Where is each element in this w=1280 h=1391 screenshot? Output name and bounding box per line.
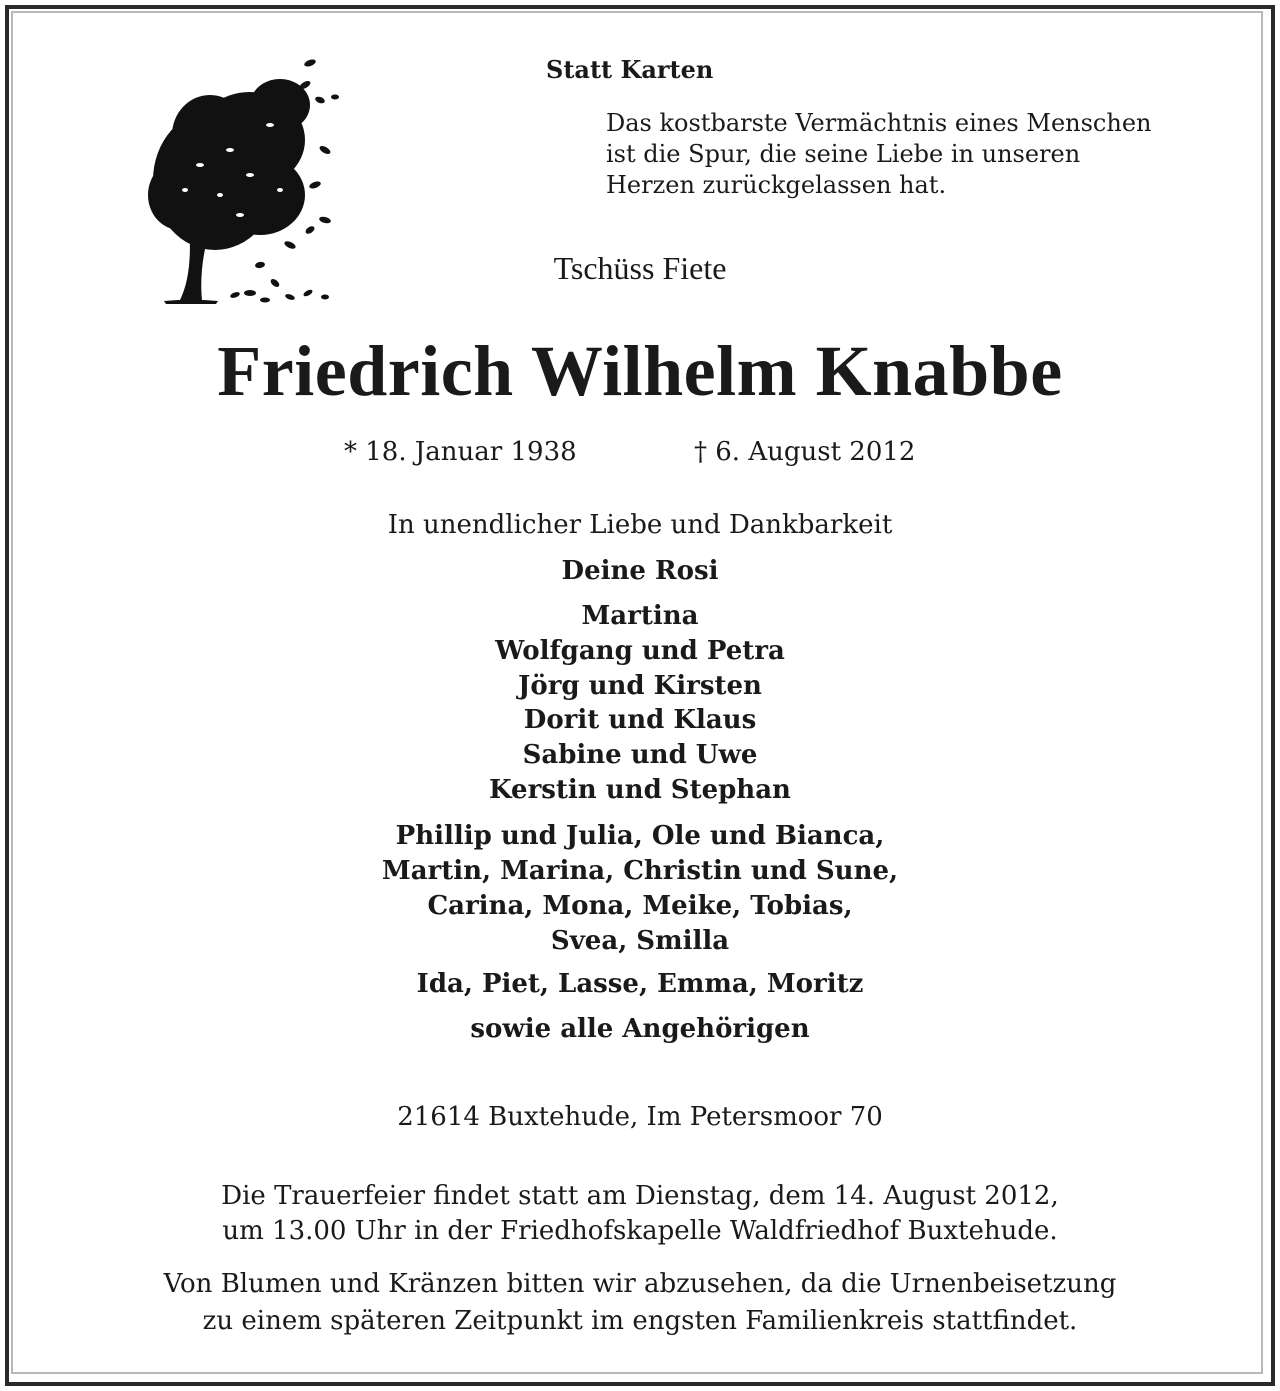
grandchildren-list <box>0 819 1280 959</box>
funeral-line: um 13.00 Uhr in der Friedhofskapelle Waldfriedhof Buxtehude. <box>222 1216 1058 1246</box>
mourners-intro: In unendlicher Liebe und Dankbarkeit <box>387 510 893 540</box>
funeral-line: Die Trauerfeier findet statt am Dienstag, dem 14. August 2012, <box>221 1181 1059 1211</box>
list-item: Carina, Mona, Meike, Tobias, <box>427 891 853 921</box>
quote-line: ist die Spur, die seine Liebe in unseren <box>606 140 1081 168</box>
address-line: 21614 Buxtehude, Im Petersmoor 70 <box>397 1102 883 1132</box>
quote-line: Herzen zurückgelassen hat. <box>606 171 947 199</box>
funeral-info <box>0 1179 1280 1249</box>
list-item: Svea, Smilla <box>550 926 730 956</box>
list-item: Kerstin und Stephan <box>489 774 791 805</box>
quote-line: Das kostbarste Vermächtnis eines Menschen <box>606 109 1152 137</box>
list-item: Martin, Marina, Christin und Sune, <box>381 856 899 886</box>
birth-date: * 18. Januar 1938 <box>344 437 577 467</box>
deceased-name: Friedrich Wilhelm Knabbe <box>217 331 1063 411</box>
great-grandchildren-list: Ida, Piet, Lasse, Emma, Moritz <box>416 969 864 999</box>
flowers-line: zu einem späteren Zeitpunkt im engsten Familienkreis stattfindet. <box>202 1306 1078 1336</box>
statt-karten-heading: Statt Karten <box>546 55 714 84</box>
farewell-line: Tschüss Fiete <box>553 250 727 286</box>
children-list <box>0 599 1280 808</box>
flowers-note <box>0 1266 1280 1340</box>
relatives-line: sowie alle Angehörigen <box>470 1014 810 1044</box>
list-item: Martina <box>581 601 699 631</box>
spouse-name: Deine Rosi <box>561 556 719 586</box>
memorial-quote <box>606 108 1206 201</box>
list-item: Sabine und Uwe <box>522 740 758 771</box>
list-item: Phillip und Julia, Ole und Bianca, <box>395 821 885 851</box>
death-date: † 6. August 2012 <box>694 437 916 467</box>
list-item: Dorit und Klaus <box>523 705 757 736</box>
list-item: Jörg und Kirsten <box>518 670 762 701</box>
list-item: Wolfgang und Petra <box>495 635 785 666</box>
flowers-line: Von Blumen und Kränzen bitten wir abzusehen, da die Urnenbeisetzung <box>163 1269 1117 1299</box>
